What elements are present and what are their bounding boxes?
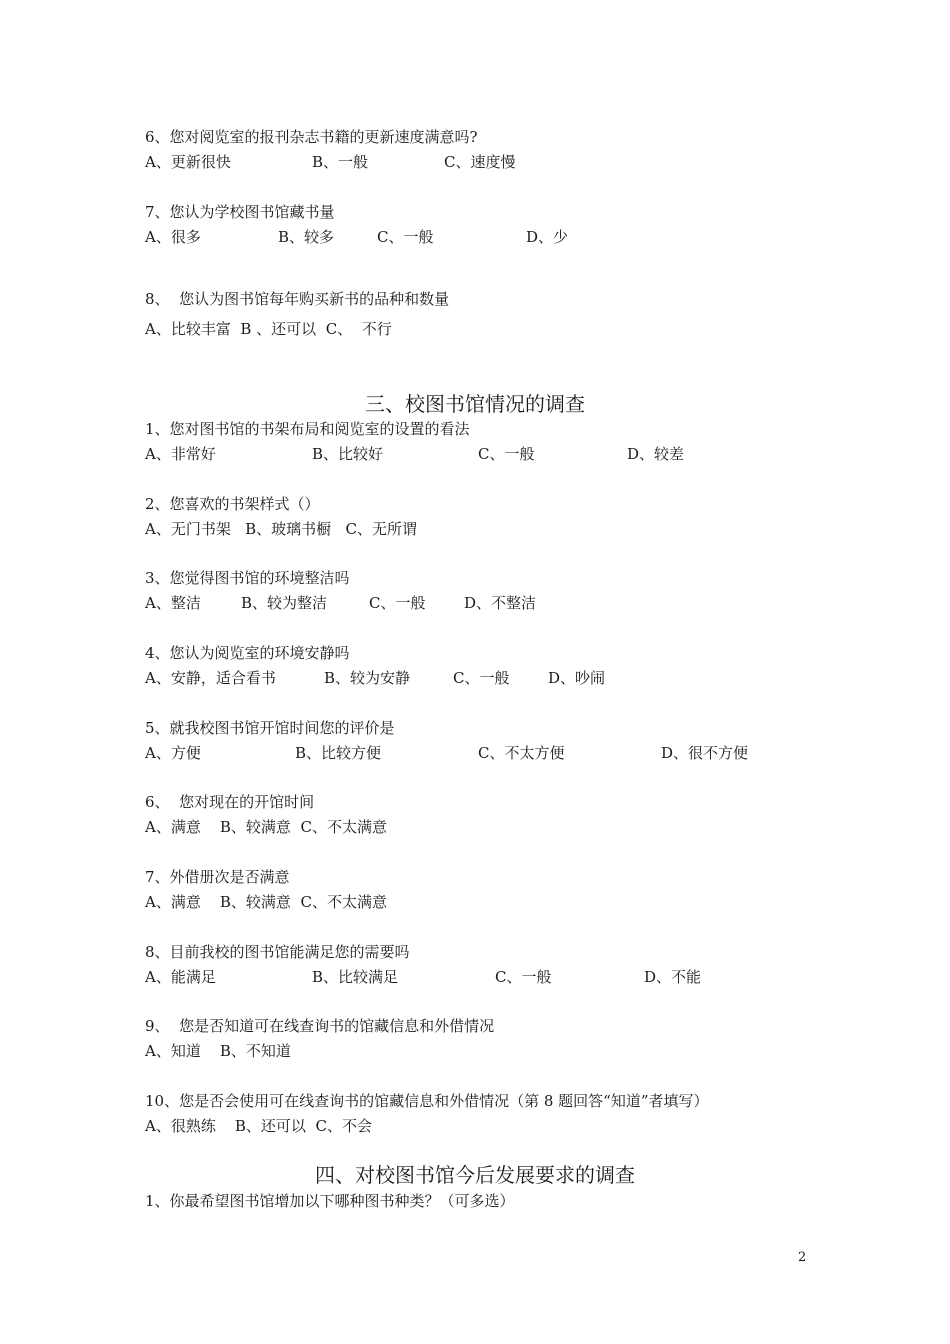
question-3-1: 1、您对图书馆的书架布局和阅览室的设置的看法 [145, 420, 470, 438]
option-b: B、较多 [278, 228, 335, 246]
question-3-9: 9、 您是否知道可在线查询书的馆藏信息和外借情况 [145, 1017, 495, 1035]
option-d: D、吵闹 [548, 669, 606, 687]
question-3-7: 7、外借册次是否满意 [145, 868, 290, 886]
option-d: D、少 [526, 228, 569, 246]
option-b: B、比较满足 [312, 968, 399, 986]
option-d: D、很不方便 [661, 744, 749, 762]
section-4-title: 四、对校图书馆今后发展要求的调查 [315, 1163, 635, 1187]
option-a: A、能满足 [145, 968, 216, 986]
option-c: C、一般 [478, 445, 535, 463]
option-c: C、一般 [377, 228, 434, 246]
option-d: D、不整洁 [464, 594, 537, 612]
option-c: C、速度慢 [444, 153, 516, 171]
option-b: B、比较好 [312, 445, 384, 463]
option-a: A、整洁 [145, 594, 201, 612]
page-number: 2 [798, 1250, 807, 1265]
question-3-6: 6、 您对现在的开馆时间 [145, 793, 315, 811]
option-b: B、比较方便 [295, 744, 382, 762]
option-c: C、一般 [369, 594, 426, 612]
question-2-7: 7、您认为学校图书馆藏书量 [145, 203, 335, 221]
option-a: A、更新很快 [145, 153, 231, 171]
question-3-5: 5、就我校图书馆开馆时间您的评价是 [145, 719, 395, 737]
question-3-4: 4、您认为阅览室的环境安静吗 [145, 644, 350, 662]
option-d: D、较差 [627, 445, 685, 463]
options-line: A、满意 B、较满意 C、不太满意 [145, 893, 387, 911]
question-3-8: 8、目前我校的图书馆能满足您的需要吗 [145, 943, 410, 961]
options-line: A、比较丰富 B 、还可以 C、 不行 [145, 320, 392, 338]
option-b: B、一般 [312, 153, 369, 171]
option-b: B、较为安静 [324, 669, 411, 687]
options-line: A、知道 B、不知道 [145, 1042, 291, 1060]
options-line: A、很熟练 B、还可以 C、不会 [145, 1117, 372, 1135]
option-d: D、不能 [644, 968, 702, 986]
option-c: C、一般 [495, 968, 552, 986]
section-3-title: 三、校图书馆情况的调查 [365, 392, 585, 416]
question-2-8: 8、 您认为图书馆每年购买新书的品种和数量 [145, 290, 450, 308]
option-a: A、安静，适合看书 [145, 669, 276, 687]
option-a: A、很多 [145, 228, 201, 246]
option-c: C、一般 [453, 669, 510, 687]
question-3-10: 10、您是否会使用可在线查询书的馆藏信息和外借情况（第 8 题回答“知道”者填写） [145, 1092, 709, 1110]
option-b: B、较为整洁 [241, 594, 328, 612]
options-line: A、满意 B、较满意 C、不太满意 [145, 818, 387, 836]
option-a: A、非常好 [145, 445, 216, 463]
question-3-2: 2、您喜欢的书架样式（） [145, 495, 320, 513]
options-line: A、无门书架 B、玻璃书橱 C、无所谓 [145, 520, 417, 538]
question-4-1: 1、你最希望图书馆增加以下哪种图书种类？（可多选） [145, 1192, 515, 1210]
question-3-3: 3、您觉得图书馆的环境整洁吗 [145, 569, 350, 587]
option-c: C、不太方便 [478, 744, 565, 762]
option-a: A、方便 [145, 744, 201, 762]
question-2-6: 6、您对阅览室的报刊杂志书籍的更新速度满意吗? [145, 128, 478, 146]
